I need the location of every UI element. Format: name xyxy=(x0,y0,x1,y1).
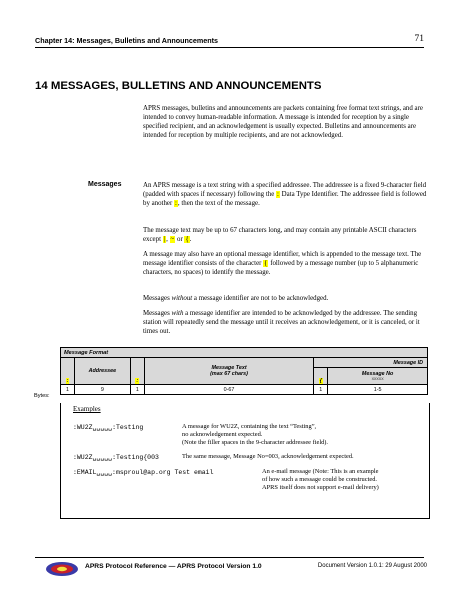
footer-version: Document Version 1.0.1: 29 August 2000 xyxy=(317,563,427,569)
running-header xyxy=(35,36,424,45)
messages-heading: Messages xyxy=(88,181,122,188)
example-code: :WU2Z␣␣␣␣␣:Testing{003 xyxy=(73,454,159,461)
bytes-label: Bytes: xyxy=(34,393,50,399)
message-id-group: Message ID xyxy=(314,358,428,368)
table-caption: Message Format xyxy=(61,348,428,358)
example-description: The same message, Message No=003, acknowledgement expected. xyxy=(182,453,354,460)
brace-col: { xyxy=(319,378,322,384)
chapter-title: Chapter 14: Messages, Bulletins and Announcements xyxy=(35,36,219,45)
example-code: :WU2Z␣␣␣␣␣:Testing xyxy=(73,424,144,431)
section-title: 14 MESSAGES, BULLETINS AND ANNOUNCEMENTS xyxy=(35,80,322,92)
intro-paragraph: APRS messages, bulletins and announcements are packets containing free format text strings, and are intended to convey human-readable information. A message is intended for reception by a single specified recipient, and an acknowledgement is usually expected. Bulletins and announcements are intended for reception by multiple recipients, and are not acknowledged. xyxy=(143,105,423,140)
bytes-cell: 1 xyxy=(130,385,144,395)
bytes-cell: 0-67 xyxy=(144,385,313,395)
footer-title: APRS Protocol Reference — APRS Protocol Version 1.0 xyxy=(85,563,262,570)
example-code: :EMAIL␣␣␣␣:msproul@ap.org Test email xyxy=(73,469,214,476)
paragraph-without-id: Messages without a message identifier are not to be acknowledged. xyxy=(143,295,329,302)
bytes-cell: 1-5 xyxy=(328,385,428,395)
bytes-cell: 1 xyxy=(314,385,328,395)
bytes-cell: 9 xyxy=(74,385,130,395)
paragraph-message-text: The message text may be up to 67 characters long, and may contain any printable ASCII characters except |, ~ or {. xyxy=(143,227,417,244)
bytes-cell: 1 xyxy=(61,385,75,395)
example-description: A message for WU2Z, containing the text “Testing”, no acknowledgement expected. (Note the filler spaces in the 9-character addressee field). xyxy=(182,423,329,447)
example-description: An e-mail message (Note: This is an example of how such a message could be constructed. APRS itself does not support e-mail delivery) xyxy=(262,468,379,492)
message-no-col: Message No xxxxx xyxy=(328,368,428,385)
colon-col: : xyxy=(66,378,69,384)
aprs-logo xyxy=(45,558,79,578)
page-number: 71 xyxy=(414,34,424,44)
paragraph-with-id: Messages with a message identifier are intended to be acknowledged by the addressee. The sending station will repeatedly send the message until it receives an acknowledgement, or it is canceled, or it times out. xyxy=(143,310,420,336)
paragraph-addressee: An APRS message is a text string with a specified addressee. The addressee is a fixed 9-character field (padded with spaces if necessary) following the : Data Type Identifier. The addressee field is followed by another :, then the text of the message. xyxy=(143,182,427,208)
header-rule xyxy=(35,47,424,48)
colon-col-2: : xyxy=(136,378,139,384)
footer-rule xyxy=(35,557,424,558)
message-text-col: Message Text (max 67 chars) xyxy=(144,358,313,385)
addressee-col: Addressee xyxy=(74,358,130,385)
paragraph-message-identifier: A message may also have an optional message identifier, which is appended to the message text. The message identifier consists of the character { followed by a message number (up to 5 alphanumeric characters, no spaces) to identify the message. xyxy=(143,251,422,277)
examples-heading: Examples xyxy=(73,405,101,413)
message-format-table xyxy=(60,347,428,395)
